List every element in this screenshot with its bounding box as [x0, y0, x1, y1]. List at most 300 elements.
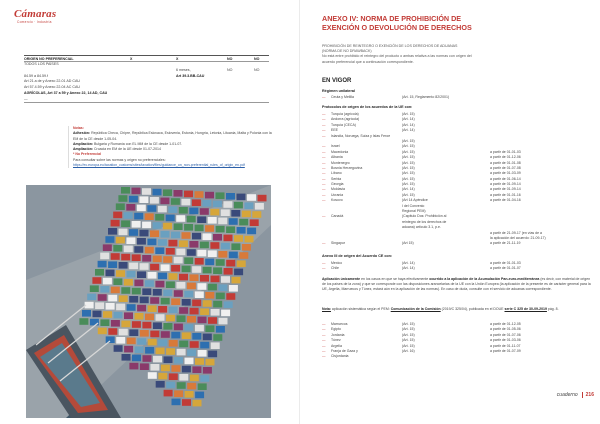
list-art: (Art. 15) — [402, 176, 415, 181]
protocol-list — [322, 112, 592, 247]
container-block — [224, 268, 233, 275]
container-block — [189, 241, 198, 248]
container-block — [122, 354, 131, 361]
container-block — [182, 332, 191, 339]
intro-line: acuerdo preferencial que a continuación correspondiente. — [322, 59, 414, 64]
container-block — [182, 232, 191, 239]
list-date: a partir de 01-01-07 — [490, 266, 521, 271]
list-date: la aplicación del acuerdo: 21-09-17) — [490, 235, 546, 240]
container-block — [216, 226, 225, 233]
list-date: a partir de 21-09-17 (en vías de a — [490, 230, 542, 235]
container-block — [187, 216, 196, 223]
container-block — [132, 355, 141, 362]
container-block — [182, 399, 191, 406]
dash-marker: — — [322, 171, 326, 176]
container-block — [158, 206, 167, 213]
container-block — [192, 333, 201, 340]
container-block — [150, 364, 159, 371]
list-date: a partir de 01-06-14 — [490, 176, 521, 181]
container-block — [205, 325, 214, 332]
container-block — [208, 351, 217, 358]
dash-marker: — — [322, 241, 326, 246]
container-block — [229, 252, 238, 259]
container-block — [187, 316, 196, 323]
container-block — [226, 193, 235, 200]
container-block — [161, 264, 170, 271]
container-block — [137, 205, 146, 212]
container-block — [163, 290, 172, 297]
container-block — [179, 307, 188, 314]
container-block — [111, 287, 120, 294]
list-art: (Art. 15) — [402, 112, 415, 116]
container-block — [166, 382, 175, 389]
container-block — [203, 300, 212, 307]
container-block — [213, 334, 222, 341]
container-block — [177, 349, 186, 356]
container-block — [135, 313, 144, 320]
container-block — [169, 273, 178, 280]
container-block — [140, 330, 149, 337]
container-block — [129, 363, 138, 370]
port-photo — [26, 185, 271, 418]
dash-marker: — — [322, 343, 326, 348]
container-block — [205, 292, 214, 299]
list-art: (Art. 14) — [402, 122, 415, 127]
container-block — [100, 286, 109, 293]
container-block — [145, 314, 154, 321]
container-block — [187, 383, 196, 390]
container-block — [205, 192, 214, 199]
table-cell: 6 meses, — [176, 67, 191, 72]
container-block — [111, 320, 120, 327]
container-block — [150, 264, 159, 271]
port-aerial-image — [26, 185, 271, 418]
container-block — [163, 223, 172, 230]
container-block — [158, 373, 167, 380]
container-block — [229, 285, 238, 292]
dash-marker: — — [322, 122, 326, 127]
container-block — [221, 310, 230, 317]
container-block — [205, 225, 214, 232]
container-block — [119, 229, 128, 236]
container-block — [108, 295, 117, 302]
container-block — [145, 347, 154, 354]
list-art: aduana) artículo 3.1, p.e. — [402, 225, 441, 230]
container-block — [129, 296, 138, 303]
list-name: Turquía (CECA) — [331, 122, 356, 127]
container-block — [179, 374, 188, 381]
container-block — [231, 243, 240, 250]
container-block — [127, 271, 136, 278]
container-block — [171, 265, 180, 272]
container-block — [258, 195, 267, 202]
header-cell: NO — [227, 57, 233, 61]
container-block — [150, 197, 159, 204]
container-block — [108, 228, 117, 235]
container-block — [137, 271, 146, 278]
container-block — [216, 326, 225, 333]
list-name: Serbia — [331, 176, 342, 181]
container-block — [237, 194, 246, 201]
list-date: a partir de 21-11-19 — [490, 241, 521, 246]
container-block — [187, 283, 196, 290]
container-block — [161, 298, 170, 305]
list-art: (Art. 15) — [402, 149, 415, 154]
container-block — [166, 315, 175, 322]
container-block — [195, 225, 204, 232]
note-no-preferencial: * No Preferencial — [73, 152, 102, 157]
container-block — [124, 346, 133, 353]
container-block — [198, 383, 207, 390]
list-date: a partir de 01-11-07 — [490, 343, 521, 348]
container-block — [150, 230, 159, 237]
list-art: (Art. 15) — [402, 138, 415, 143]
list-art: (Art. 15) — [402, 327, 415, 332]
list-name: Montenegro — [331, 160, 350, 165]
container-block — [140, 363, 149, 370]
dash-marker: — — [322, 160, 326, 165]
container-block — [239, 252, 248, 259]
container-block — [124, 312, 133, 319]
container-block — [119, 329, 128, 336]
container-block — [179, 274, 188, 281]
container-block — [106, 303, 115, 310]
container-block — [105, 236, 114, 243]
container-block — [171, 332, 180, 339]
container-block — [211, 309, 220, 316]
container-block — [208, 250, 217, 257]
list-art: I del Convenio — [402, 203, 425, 208]
container-block — [132, 321, 141, 328]
container-block — [114, 312, 123, 319]
container-block — [174, 290, 183, 297]
list-date: a partir de 01-07-09 — [490, 348, 521, 353]
container-block — [239, 219, 248, 226]
container-block — [153, 256, 162, 263]
container-block — [195, 392, 204, 399]
intro-text — [322, 44, 592, 65]
annex-title-line: ANEXO IV: NORMA DE PROHIBICIÓN DE — [322, 14, 462, 23]
container-block — [148, 305, 157, 312]
container-block — [142, 288, 151, 295]
list-art: (Art. 14) — [402, 128, 415, 133]
container-block — [171, 232, 180, 239]
unilateral-list — [322, 95, 592, 100]
note-ampliacion: Ampliación: Bulgaria y Rumanía con EL MM de la CE desde 1-01-07. — [73, 141, 183, 146]
container-block — [192, 366, 201, 373]
list-date: a partir de 01-01-03 — [490, 261, 521, 265]
table-cell: TODOS LOS PAÍSES — [24, 62, 59, 66]
container-block — [126, 204, 135, 211]
list-name: Mexico — [331, 261, 343, 265]
dash-marker: — — [322, 214, 326, 219]
container-block — [197, 216, 206, 223]
container-block — [124, 246, 133, 253]
container-block — [106, 336, 115, 343]
list-art: (Art. 15) — [402, 322, 415, 326]
dash-marker: — — [322, 182, 326, 187]
container-block — [113, 212, 122, 219]
dash-marker: — — [322, 198, 326, 203]
table-cell: Art 39.3.BB-CAU — [176, 73, 205, 78]
container-block — [195, 358, 204, 365]
dash-marker: — — [322, 95, 326, 99]
container-block — [203, 267, 212, 274]
list-art: (Art. 15) — [402, 155, 415, 160]
container-block — [114, 345, 123, 352]
list-name: Argelia — [331, 343, 342, 348]
container-block — [168, 206, 177, 213]
list-art: (Art. 14) — [402, 187, 415, 192]
container-block — [229, 218, 238, 225]
container-block — [116, 337, 125, 344]
container-block — [145, 247, 154, 254]
note-adhesion: Adhesión: República Checa, Chipre, República Eslovaca, Eslovenia, Estonia, Hungría, Letonia, Lituania, Malta y Polonia con la EM de la CE desde 1-05-04. — [73, 131, 272, 141]
list-art: Regional PEM) — [402, 209, 426, 214]
dash-marker: — — [322, 128, 326, 133]
container-block — [185, 391, 194, 398]
list-art: (Art. 15) — [402, 332, 415, 337]
list-date: a partir de 01-03-06 — [490, 338, 521, 343]
container-block — [116, 304, 125, 311]
container-block — [197, 250, 206, 257]
container-block — [208, 217, 217, 224]
list-art: reintegro de los derechos de — [402, 219, 447, 224]
container-block — [161, 331, 170, 338]
dash-marker: — — [322, 332, 326, 337]
container-block — [237, 260, 246, 267]
container-block — [156, 314, 165, 321]
list-item — [322, 95, 592, 100]
list-name: Egipto — [331, 327, 341, 332]
header-cell: X — [176, 57, 179, 61]
container-block — [174, 357, 183, 364]
container-block — [108, 328, 117, 335]
container-block — [171, 298, 180, 305]
container-block — [208, 284, 217, 291]
container-block — [156, 381, 165, 388]
container-block — [203, 334, 212, 341]
list-name: Franja de Gaza y — [331, 348, 358, 353]
container-block — [245, 236, 254, 243]
container-block — [169, 373, 178, 380]
container-block — [129, 196, 138, 203]
container-block — [200, 342, 209, 349]
container-block — [132, 188, 141, 195]
container-block — [184, 291, 193, 298]
container-block — [82, 310, 91, 317]
list-date: a partir de 01-01-08 — [490, 160, 521, 165]
list-art: (Art. 14) — [402, 266, 415, 271]
container-block — [127, 304, 136, 311]
container-block — [174, 257, 183, 264]
list-name: Israel — [331, 144, 340, 149]
container-block — [142, 222, 151, 229]
container-block — [113, 278, 122, 285]
container-block — [203, 367, 212, 374]
container-block — [195, 191, 204, 198]
container-block — [179, 341, 188, 348]
container-block — [98, 328, 107, 335]
container-block — [161, 231, 170, 238]
container-block — [202, 200, 211, 207]
dash-marker: — — [322, 187, 326, 192]
container-block — [205, 259, 214, 266]
container-block — [189, 208, 198, 215]
list-art: (Art 15) — [402, 241, 414, 246]
list-name: Andorra (agrícola) — [331, 117, 360, 122]
container-block — [224, 301, 233, 308]
dash-marker: — — [322, 327, 326, 332]
container-block — [223, 201, 232, 208]
regimen-unilateral-heading: Régimen unilateral — [322, 89, 355, 93]
container-block — [198, 317, 207, 324]
list-item — [322, 266, 592, 271]
dash-marker: — — [322, 261, 326, 265]
intro-line: No está entre prohibido el reintegro del producto o ambas relativa a las normas con origen del — [322, 54, 472, 59]
list-name: Turquía (agrícola) — [331, 112, 359, 116]
list-art: (Art 14 Apéndice — [402, 198, 428, 203]
intro-line: (NORMA DE NO DRAWBACK) — [322, 49, 372, 54]
container-block — [106, 270, 115, 277]
list-date: a partir de 01-12-06 — [490, 155, 521, 160]
container-block — [174, 190, 183, 197]
container-block — [98, 294, 107, 301]
container-block — [145, 213, 154, 220]
container-block — [184, 257, 193, 264]
container-block — [100, 253, 109, 260]
container-block — [103, 278, 112, 285]
list-art: (Capítulo Dos: Prohibición al — [402, 214, 447, 219]
container-block — [190, 308, 199, 315]
container-block — [190, 341, 199, 348]
list-date: a partir de 01-04-16 — [490, 198, 521, 203]
container-block — [121, 321, 130, 328]
dash-marker: — — [322, 165, 326, 170]
annex-title — [322, 14, 582, 32]
container-block — [192, 300, 201, 307]
container-block — [211, 276, 220, 283]
container-block — [127, 338, 136, 345]
container-block — [116, 203, 125, 210]
container-block — [139, 196, 148, 203]
container-block — [221, 209, 230, 216]
container-block — [247, 194, 256, 201]
container-block — [176, 215, 185, 222]
container-block — [95, 302, 104, 309]
list-name: Cisjordania — [331, 354, 349, 359]
container-block — [134, 213, 143, 220]
list-name: Líbano — [331, 171, 342, 176]
container-block — [137, 305, 146, 312]
table-cell: Art 57.4.59 y Anexo 22-04 AC CAU — [24, 85, 80, 90]
container-block — [100, 319, 109, 326]
list-art: (Art. 15) — [402, 144, 415, 149]
list-art: (Art. 15) — [402, 343, 415, 348]
container-block — [129, 229, 138, 236]
container-block — [247, 228, 256, 235]
container-block — [153, 222, 162, 229]
container-block — [163, 256, 172, 263]
note-link[interactable]: https://ec.europa.eu/taxation_customs/sites/taxation/files/guidance_on_non-preferential_rules_of_origin_en.pdf — [73, 163, 245, 168]
container-block — [171, 365, 180, 372]
container-block — [179, 240, 188, 247]
nota-paragraph: Nota: aplicación sistemática según el PEM: Comunicación de la Comisión (2019/C 325/04), publicada en el DOUE serie C 325 de 30-09-2019 pág. 8. — [322, 307, 559, 311]
container-block — [195, 291, 204, 298]
list-date: a partir de 01-07-08 — [490, 165, 521, 170]
intro-line: PROHIBICIÓN DE REINTEGRO O EXENCIÓN DE LOS DERECHOS DE ADUANAS — [322, 44, 458, 48]
container-block — [213, 301, 222, 308]
container-block — [121, 287, 130, 294]
list-name: Marruecos — [331, 322, 348, 326]
container-block — [87, 294, 96, 301]
container-block — [250, 219, 259, 226]
container-block — [179, 207, 188, 214]
container-block — [124, 212, 133, 219]
list-name: Albania — [331, 155, 343, 160]
container-block — [192, 199, 201, 206]
container-block — [216, 293, 225, 300]
container-block — [232, 277, 241, 284]
list-name: Bosnia Herzegovina — [331, 165, 363, 170]
container-block — [150, 331, 159, 338]
container-block — [184, 191, 193, 198]
list-name: Kosovo — [331, 198, 343, 203]
list-name: Jordania — [331, 332, 345, 337]
container-block — [192, 266, 201, 273]
list-art: (Art. 15, Reglamento 82/2001) — [402, 95, 450, 99]
list-art: (Art. 15) — [402, 165, 415, 170]
container-block — [147, 239, 156, 246]
dash-marker: — — [322, 155, 326, 160]
list-name: Islandia, Noruega, Suiza y Islas Feroe — [331, 133, 391, 138]
container-block — [164, 356, 173, 363]
list-item — [322, 241, 592, 246]
container-block — [198, 350, 207, 357]
container-block — [200, 308, 209, 315]
container-block — [166, 248, 175, 255]
list-date: a partir de 01-09-14 — [490, 187, 521, 192]
container-block — [216, 192, 225, 199]
container-block — [142, 188, 151, 195]
container-block — [158, 306, 167, 313]
container-block — [168, 240, 177, 247]
table-cell: NO — [227, 67, 233, 72]
list-art: (Art. 15) — [402, 160, 415, 165]
dash-marker: — — [322, 338, 326, 343]
container-block — [142, 322, 151, 329]
dash-marker: — — [322, 266, 326, 271]
container-block — [140, 230, 149, 237]
container-block — [200, 208, 209, 215]
list-art: (Art. 15) — [402, 192, 415, 197]
container-block — [244, 202, 253, 209]
container-block — [137, 238, 146, 245]
container-block — [224, 235, 233, 242]
container-block — [79, 318, 88, 325]
container-block — [218, 284, 227, 291]
page-footer — [557, 392, 594, 398]
container-block — [177, 315, 186, 322]
table-row — [24, 97, 269, 103]
container-block — [164, 390, 173, 397]
container-block — [171, 198, 180, 205]
list-name: Ceuta y Melilla — [331, 95, 354, 99]
container-block — [121, 254, 130, 261]
container-block — [140, 297, 149, 304]
origin-table — [24, 55, 269, 103]
container-block — [163, 323, 172, 330]
